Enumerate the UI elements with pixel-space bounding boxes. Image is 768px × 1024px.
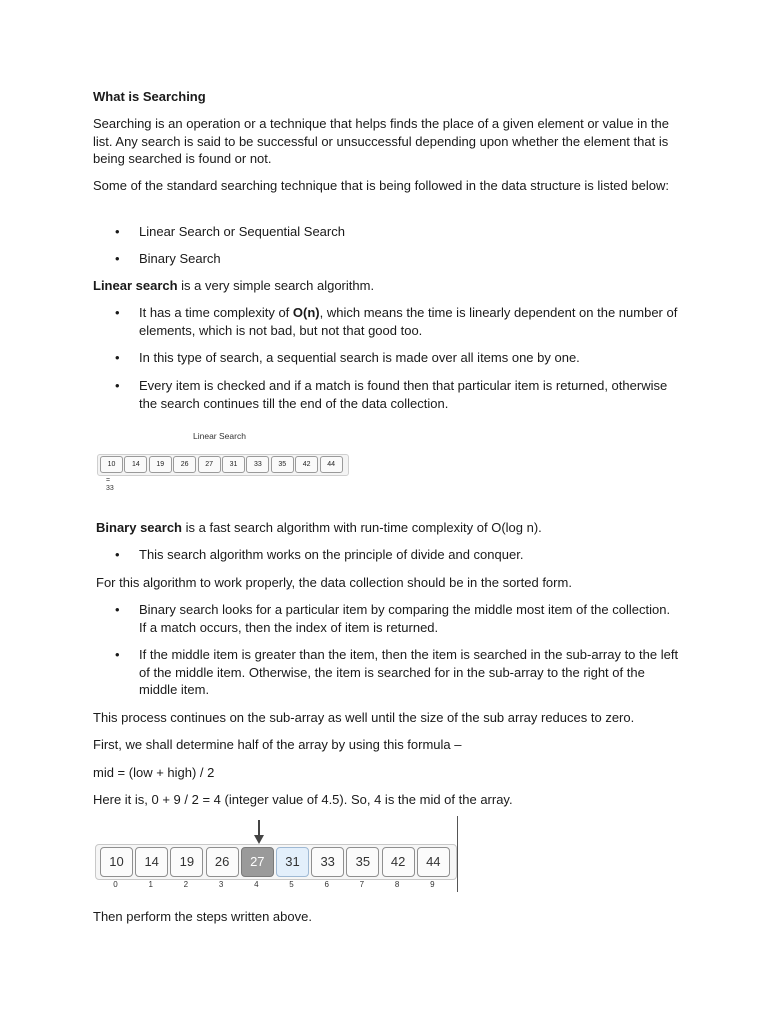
bullet-text: If the middle item is greater than the item, then the item is searched in the sub-array to the left of the middle item. Otherwise, the item is searched for in the sub-array to the right of the middle item. [139,647,679,697]
linear-search-intro [93,277,683,295]
bullet-text: , which means the time is linearly dependent on the number of elements, which is not bad, but not that good too. [139,305,678,338]
page-heading: What is Searching [93,89,206,104]
array-cell: 35 [346,847,379,877]
mid-formula: mid = (low + high) / 2 [93,765,215,780]
array-index-label: 2 [183,880,189,889]
array-index-label: 7 [359,880,365,889]
bullet-icon: • [115,350,120,365]
array-cell: 19 [170,847,203,877]
bullet-icon: • [115,602,120,617]
array-cell: 44 [417,847,450,877]
mid-calculation: Here it is, 0 + 9 / 2 = 4 (integer value of 4.5). So, 4 is the mid of the array. [93,792,513,807]
array-cell: 14 [135,847,168,877]
array-cell: 31 [276,847,309,877]
array-cell: 42 [295,456,318,473]
binary-search-term: Binary search [96,520,182,535]
array-index-label: 0 [113,880,118,889]
array-index-label: 6 [324,880,329,889]
bullet-icon: • [115,224,120,239]
array-index-label: 3 [218,880,224,889]
binary-search-figure [95,816,461,894]
linear-figure-title: Linear Search [193,431,246,441]
bullet-icon: • [115,547,120,562]
technique-label: Binary Search [139,251,221,266]
array-index-label: 8 [394,880,400,889]
bullet-icon: • [115,647,120,662]
array-index-label: 9 [430,880,435,889]
linear-search-intro-text: is a very simple search algorithm. [177,278,375,293]
array-cell: 26 [206,847,239,877]
bullet-text: Binary search looks for a particular item by comparing the middle most item of the collection. If a match occurs, then the index of item is returned. [139,602,671,635]
array-cell: 33 [311,847,344,877]
linear-search-figure [95,424,351,500]
array-index-label: 5 [289,880,294,889]
closing-paragraph: Then perform the steps written above. [93,909,312,924]
array-index-label: 4 [254,880,259,889]
pointer-mark: = [106,477,111,484]
array-cell: 42 [382,847,415,877]
array-cell: 14 [124,456,147,473]
process-paragraph: This process continues on the sub-array as well until the size of the sub array reduces to zero. [93,710,635,725]
bullet-icon: • [115,251,120,266]
bullet-icon: • [115,305,120,320]
bullet-icon: • [115,378,120,393]
array-cell-mid: 27 [241,847,274,877]
standard-techniques-intro: Some of the standard searching technique that is being followed in the data structure is listed below: [93,178,669,193]
array-cell: 26 [173,456,196,473]
array-cell: 33 [246,456,269,473]
array-index-label: 1 [148,880,153,889]
linear-search-term: Linear search [93,278,178,293]
array-cell: 35 [271,456,294,473]
array-cell: 10 [100,456,123,473]
array-cell: 27 [198,456,221,473]
intro-paragraph: Searching is an operation or a technique that helps finds the place of a given element or value in the list. Any search is said to be successful or unsuccessful depending upon whether the element that is being searched is found or not. [93,116,669,166]
array-cell: 10 [100,847,133,877]
binary-search-intro-text: is a fast search algorithm with run-time complexity of O(log n). [182,520,542,535]
figure-border [457,816,458,892]
bullet-text: In this type of search, a sequential search is made over all items one by one. [139,350,580,365]
technique-label: Linear Search or Sequential Search [139,224,345,239]
complexity-term: O(n) [292,305,320,320]
binary-search-intro [96,519,686,537]
bullet-text: This search algorithm works on the principle of divide and conquer. [139,547,524,562]
bullet-text: It has a time complexity of [139,305,293,320]
array-cell: 31 [222,456,245,473]
sorted-requirement: For this algorithm to work properly, the data collection should be in the sorted form. [96,575,572,590]
array-cell: 19 [149,456,172,473]
search-target [106,477,114,493]
bullet-text: Every item is checked and if a match is found then that particular item is returned, otherwise the search continues till the end of the data collection. [139,378,668,411]
mid-arrow-icon [254,820,264,844]
formula-intro: First, we shall determine half of the array by using this formula – [93,737,462,752]
array-cell: 44 [320,456,343,473]
target-value: 33 [106,485,114,492]
